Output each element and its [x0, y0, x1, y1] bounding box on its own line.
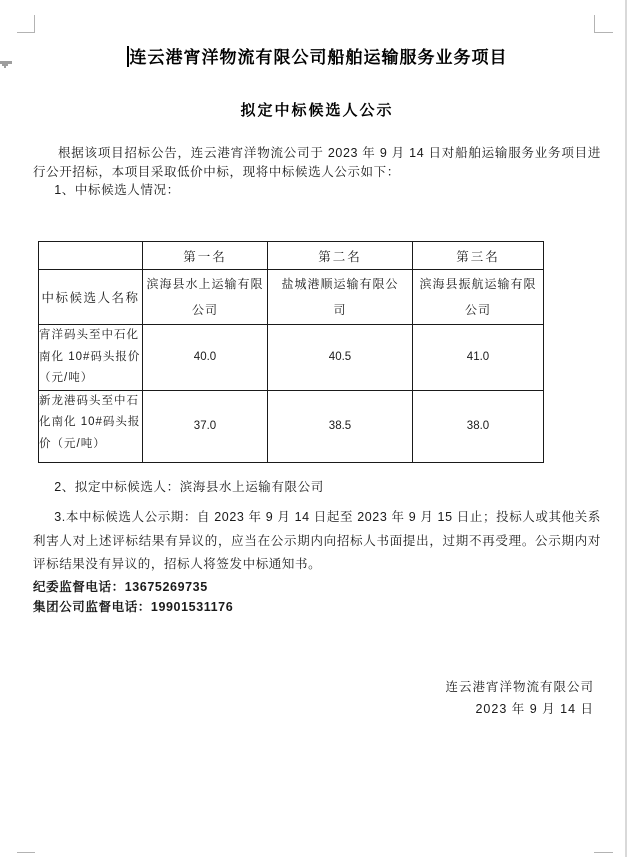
group-phone-line: 集团公司监督电话：19901531176	[33, 599, 234, 614]
cell-line: 滨海县振航运输有限	[419, 277, 537, 291]
cell-line: 盐城港顺运输有限公	[281, 277, 399, 291]
candidate-name-row	[39, 270, 544, 325]
section3-paragraph: 3.本中标候选人公示期：自 2023 年 9 月 14 日起至 2023 年 9 月 15 日止；投标人或其他关系利害人对上述评标结果有异议的，应当在公示期内向招标人书面提出，过期不再受理。公示期内对评标结果没有异议的，招标人将签发中标通知书。	[33, 510, 601, 571]
document-title-text: 连云港宵洋物流有限公司船舶运输服务业务项目	[129, 48, 508, 67]
price-cell: 40.5	[268, 325, 413, 391]
cell-line: 司	[333, 303, 347, 317]
section1-heading: 1、中标候选人情况：	[54, 183, 180, 197]
price-cell: 40.0	[143, 325, 268, 391]
cell-line: 滨海县水上运输有限	[146, 277, 264, 291]
margin-crop-mark-bottom-right	[594, 852, 613, 853]
intro-paragraph: 根据该项目招标公告，连云港宵洋物流公司于 2023 年 9 月 14 日对船舶运输服务业务项目进行公开招标，本项目采取低价中标，现将中标候选人公示如下：	[33, 146, 601, 179]
price-cell: 41.0	[413, 325, 544, 391]
discipline-phone-line: 纪委监督电话：13675269735	[33, 580, 208, 594]
rank-3-header: 第三名	[413, 242, 544, 270]
price-row-2-label	[39, 390, 143, 462]
section2-paragraph: 2、拟定中标候选人：滨海县水上运输有限公司	[54, 480, 324, 494]
candidates-table	[38, 241, 544, 463]
signature-company: 连云港宵洋物流有限公司	[445, 680, 594, 694]
document-subtitle: 拟定中标候选人公示	[240, 102, 394, 119]
cell-line: 南化 10#码头报价	[39, 350, 141, 363]
cell-line: 宵洋码头至中石化	[39, 329, 139, 341]
price-cell: 37.0	[143, 390, 268, 462]
candidate-2-name	[268, 270, 413, 325]
supervision-phones	[33, 578, 601, 617]
text-cursor-caret	[127, 46, 129, 67]
price-row-xiaoyang	[39, 325, 544, 391]
margin-crop-mark-top-left-vertical	[34, 15, 35, 33]
price-cell: 38.5	[268, 390, 413, 462]
candidate-3-name	[413, 270, 544, 325]
intro-block	[33, 144, 601, 200]
cell-line: 价（元/吨）	[39, 437, 106, 450]
price-row-xinlonggang	[39, 390, 544, 462]
cursor-artifact-icon	[0, 61, 13, 69]
table-corner-cell	[39, 242, 143, 270]
candidate-name-label: 中标候选人名称	[39, 270, 143, 325]
margin-crop-mark-bottom-left	[17, 852, 35, 853]
cell-line: （元/吨）	[39, 372, 94, 384]
rank-2-header: 第二名	[268, 242, 413, 270]
margin-crop-mark-top-right-vertical	[594, 15, 595, 33]
signature-block	[445, 676, 594, 720]
candidate-1-name	[143, 270, 268, 325]
cell-line: 新龙港码头至中石	[39, 394, 139, 407]
page-right-edge	[625, 0, 627, 857]
margin-crop-mark-top-left-horizontal	[17, 32, 35, 33]
cell-line: 化南化 10#码头报	[39, 416, 141, 428]
signature-date: 2023 年 9 月 14 日	[475, 702, 594, 716]
price-cell: 38.0	[413, 390, 544, 462]
document-title	[33, 45, 601, 71]
results-block	[33, 478, 601, 577]
cell-line: 公司	[191, 303, 218, 317]
price-row-1-label	[39, 325, 143, 391]
rank-1-header: 第一名	[143, 242, 268, 270]
margin-crop-mark-top-right-horizontal	[594, 32, 613, 33]
cell-line: 公司	[464, 303, 491, 317]
table-header-row	[39, 242, 544, 270]
